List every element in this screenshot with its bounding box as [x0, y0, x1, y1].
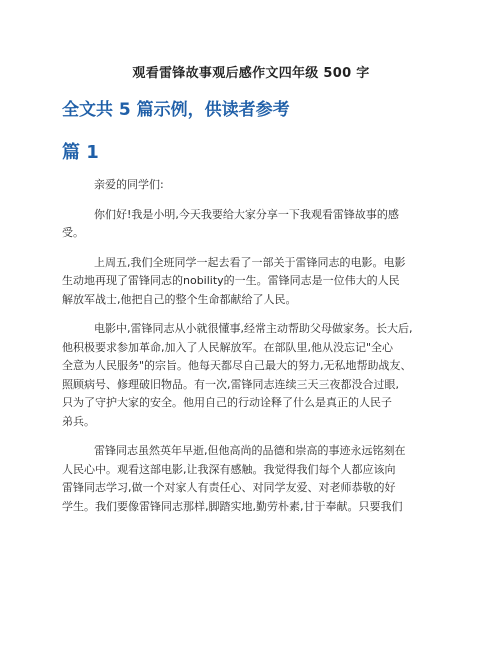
text-line: 电影中,雷锋同志从小就很懂事,经常主动帮助父母做家务。长大后,	[94, 322, 413, 335]
text-line: 照顾病号、修理破旧物品。有一次,雷锋同志连续三天三夜都没合过眼,	[62, 377, 399, 391]
document-subtitle: 全文共 5 篇示例，供读者参考	[62, 100, 290, 120]
paragraph	[62, 206, 442, 243]
text-line: 亲爱的同学们:	[94, 178, 164, 191]
text-line: 你们好!我是小明,今天我要给大家分享一下我观看雷锋故事的感	[94, 207, 399, 221]
paragraph	[62, 176, 442, 195]
text-line: 解放军战士,他把自己的整个生命都献给了人民。	[62, 292, 297, 306]
text-line: 人民心中。观看这部电影,让我深有感触。我觉得我们每个人都应该向	[62, 462, 396, 476]
text-line: 雷锋同志学习,做一个对家人有责任心、对同学友爱、对老师恭敬的好	[62, 481, 396, 494]
paragraph	[62, 442, 442, 516]
text-line: 全意为人民服务"的宗旨。他每天都尽自己最大的努力,无私地帮助战友、	[62, 359, 412, 372]
text-line: 雷锋同志虽然英年早逝,但他高尚的品德和崇高的事迹永远铭刻在	[94, 444, 406, 457]
paragraph	[62, 254, 442, 310]
text-line: 上周五,我们全班同学一起去看了一部关于雷锋同志的电影。电影	[94, 255, 406, 269]
text-line: 他积极要求参加革命,加入了人民解放军。在部队里,他从没忘记"全心	[62, 340, 394, 354]
text-line: 生动地再现了雷锋同志的nobility的一生。雷锋同志是一位伟大的人民	[62, 274, 400, 287]
article-body	[62, 176, 442, 527]
text-line: 弟兵。	[62, 414, 95, 428]
document-title: 观看雷锋故事观后感作文四年级 500 字	[132, 66, 370, 81]
section-heading: 篇 1	[62, 142, 99, 163]
text-line: 学生。我们要像雷锋同志那样,脚踏实地,勤劳朴素,甘于奉献。只要我们	[62, 499, 403, 513]
text-line: 只为了守护大家的安全。他用自己的行动诠释了什么是真正的人民子	[62, 396, 392, 409]
text-line: 受。	[62, 226, 84, 239]
paragraph	[62, 320, 442, 431]
